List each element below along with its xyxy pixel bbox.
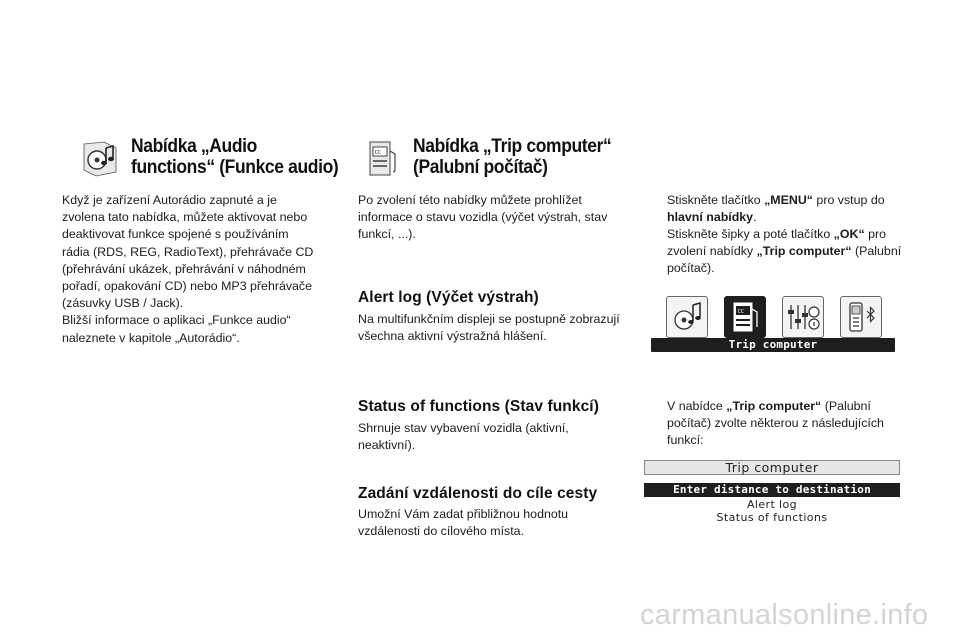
svg-text:CC: CC — [737, 309, 745, 315]
audio-body — [62, 192, 332, 347]
menu-tile-phone[interactable] — [840, 296, 882, 338]
watermark: carmanualsonline.info — [640, 599, 929, 631]
trip-intro-line: informace o stavu vozidla (výčet výstrah, stav — [358, 210, 608, 225]
alert-heading: Alert log (Výčet výstrah) — [358, 289, 539, 306]
step-3-text: funkcí: — [667, 433, 704, 448]
main-menu-label: hlavní nabídky — [667, 210, 754, 225]
step-2-text: (Palubní — [851, 244, 902, 259]
menu-tile-settings[interactable] — [782, 296, 824, 338]
alert-body-line: všechna aktivní výstražná hlášení. — [358, 329, 547, 344]
audio-icon — [80, 140, 120, 178]
step-3-text: (Palubní — [821, 399, 871, 413]
distance-body-line: Umožní Vám zadat přibližnou hodnotu — [358, 507, 569, 521]
audio-body-line: (zásuvky USB / Jack). — [62, 296, 184, 311]
trip-title — [413, 136, 634, 178]
step-2 — [644, 226, 934, 278]
phone-bluetooth-icon — [841, 297, 881, 337]
audio-body-line: Když je zařízení Autorádio zapnuté a je — [62, 193, 277, 207]
trip-title-line1: Nabídka „Trip computer“ — [413, 136, 612, 157]
step-1-text: Stiskněte tlačítko — [667, 193, 765, 207]
fuel-pump-computer-icon — [725, 297, 765, 337]
svg-text:CC: CC — [374, 150, 382, 156]
settings-sliders-icon — [783, 297, 823, 337]
trip-menu-item-status[interactable]: Status of functions — [716, 511, 828, 524]
menu-tile-trip-computer[interactable] — [724, 296, 766, 338]
status-body-line: Shrnuje stav vybavení vozidla (aktivní, — [358, 421, 569, 435]
trip-intro-line: funkcí, ...). — [358, 227, 416, 242]
audio-body-line: rádia (RDS, REG, RadioText), přehrávače CD — [62, 244, 314, 259]
trip-menu-label: „Trip computer“ — [756, 244, 852, 259]
main-menu-screen — [650, 296, 896, 354]
distance-body — [358, 506, 628, 540]
main-menu-selected-label: Trip computer — [651, 338, 895, 352]
step-3 — [644, 398, 934, 450]
trip-menu-item-distance[interactable]: Enter distance to destination — [644, 483, 900, 497]
ok-key-label: „OK“ — [833, 227, 865, 241]
menu-key-label: „MENU“ — [764, 193, 813, 207]
audio-title-line2: functions“ (Funkce audio) — [131, 157, 339, 178]
trip-intro — [358, 192, 628, 244]
step-3-text: V nabídce — [667, 399, 727, 413]
trip-screen-title: Trip computer — [644, 460, 900, 475]
audio-title-line1: Nabídka „Audio — [131, 136, 257, 157]
trip-title-line2: (Palubní počítač) — [413, 157, 548, 178]
status-body — [358, 420, 628, 454]
alert-body — [358, 311, 633, 345]
audio-title — [131, 136, 352, 178]
step-1-text: . — [753, 210, 757, 225]
distance-heading: Zadání vzdálenosti do cíle cesty — [358, 485, 598, 502]
audio-body-line: deaktivovat funkce spojené s používáním — [62, 227, 289, 242]
step-2-text: pro — [864, 227, 887, 241]
trip-menu-label: „Trip computer“ — [726, 399, 822, 413]
alert-body-line: Na multifunkčním displeji se postupně zobrazují — [358, 312, 620, 326]
step-2-text: zvolení nabídky — [667, 244, 757, 259]
step-2-text: Stiskněte šipky a poté tlačítko — [667, 227, 834, 241]
step-1 — [644, 192, 934, 226]
menu-tile-audio[interactable] — [666, 296, 708, 338]
status-heading: Status of functions (Stav funkcí) — [358, 398, 599, 415]
audio-body-line: naleznete v kapitole „Autorádio“. — [62, 330, 240, 345]
distance-body-line: vzdálenosti do cílového místa. — [358, 524, 524, 539]
trip-menu-item-alert-log[interactable]: Alert log — [746, 498, 798, 511]
trip-intro-line: Po zvolení této nabídky můžete prohlížet — [358, 193, 582, 207]
step-2-text: počítač). — [667, 261, 715, 276]
audio-body-line: (přehrávání ukázek, přehrávání v náhodném — [62, 261, 306, 276]
step-1-text: pro vstup do — [812, 193, 885, 207]
step-3-text: počítač) zvolte některou z následujících — [667, 416, 884, 431]
audio-body-line: pořadí, opakování CD) nebo MP3 přehrávače — [62, 279, 313, 294]
trip-computer-screen — [644, 460, 900, 526]
trip-icon — [364, 139, 400, 179]
status-body-line: neaktivní). — [358, 438, 416, 453]
music-note-disc-icon — [667, 297, 707, 337]
audio-body-line: zvolena tato nabídka, můžete aktivovat nebo — [62, 210, 308, 225]
audio-body-line: Bližší informace o aplikaci „Funkce audio“ — [62, 313, 291, 328]
